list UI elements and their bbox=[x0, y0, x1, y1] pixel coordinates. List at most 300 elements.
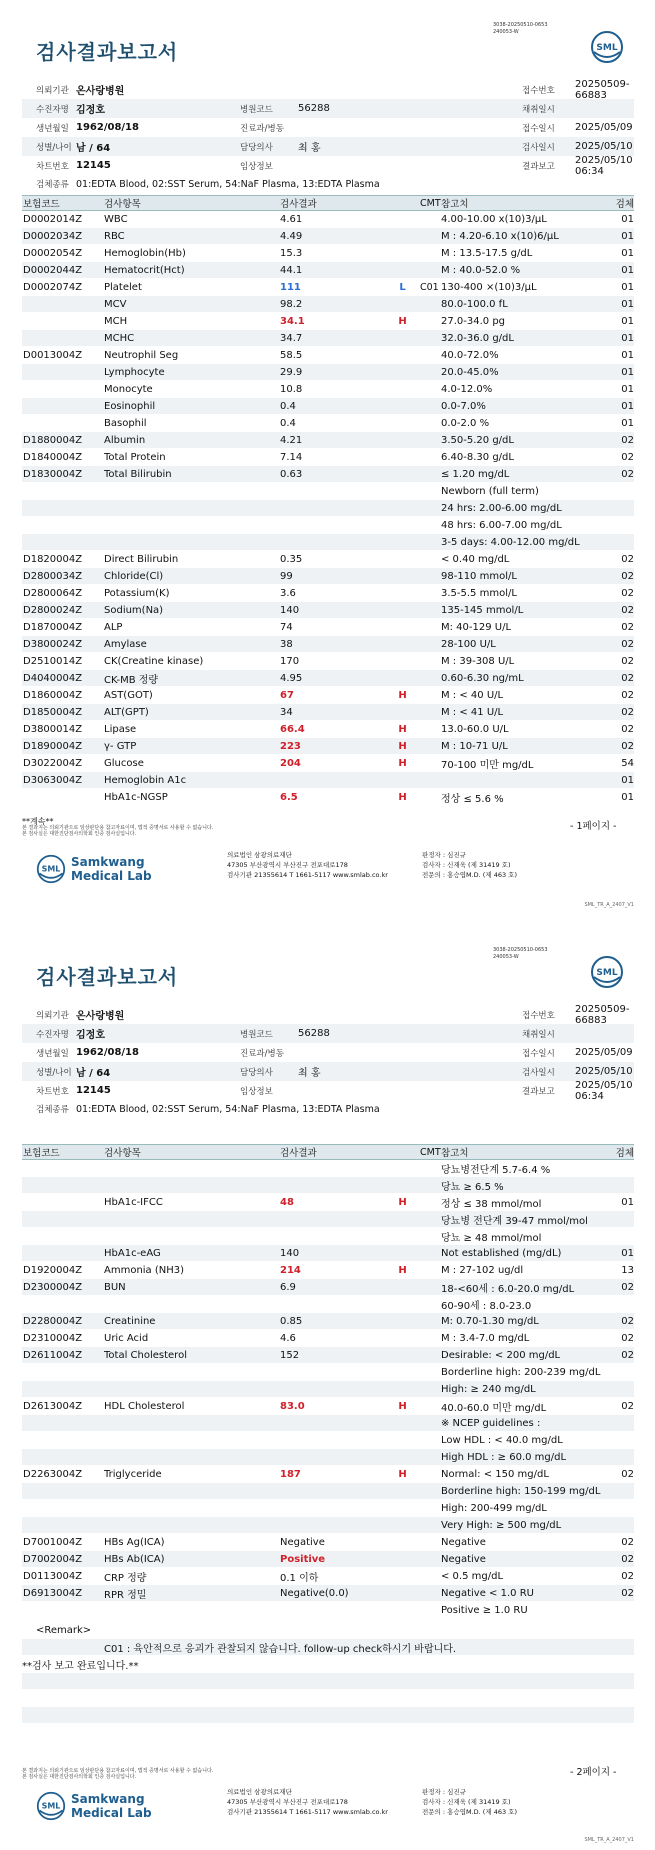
test-code: D0113004Z bbox=[23, 1570, 83, 1582]
test-code: D1830004Z bbox=[23, 468, 83, 480]
specimen-code: 02 bbox=[621, 723, 634, 735]
results-table-header: 보험코드 검사항목 검사결과 CMT 참고치 검체 bbox=[22, 195, 634, 211]
test-code: D1890004Z bbox=[23, 740, 83, 752]
brand-name: Samkwang Medical Lab bbox=[71, 1792, 152, 1820]
specimen-code: 02 bbox=[621, 706, 634, 718]
table-row bbox=[22, 1568, 634, 1585]
table-row bbox=[22, 1228, 634, 1245]
specimen-code: 02 bbox=[621, 604, 634, 616]
test-result: Positive bbox=[280, 1553, 326, 1565]
test-item: RBC bbox=[104, 230, 125, 242]
test-code: D0013004Z bbox=[23, 349, 83, 361]
test-item: Direct Bilirubin bbox=[104, 553, 179, 565]
result-flag: H bbox=[398, 315, 407, 327]
specimen-code: 02 bbox=[621, 672, 634, 684]
table-row bbox=[22, 1585, 634, 1602]
reference-range: 48 hrs: 6.00-7.00 mg/dL bbox=[441, 519, 562, 531]
reference-range: M : 27-102 ug/dl bbox=[441, 1264, 524, 1276]
specimen-code: 54 bbox=[621, 757, 634, 769]
test-item: Basophil bbox=[104, 417, 147, 429]
specimen-code: 01 bbox=[621, 791, 634, 803]
specimen-code: 01 bbox=[621, 281, 634, 293]
test-result: 38 bbox=[280, 638, 293, 650]
table-row bbox=[22, 466, 634, 483]
test-result: 34.1 bbox=[280, 315, 305, 327]
result-flag: L bbox=[399, 281, 406, 293]
specimen-code: 02 bbox=[621, 570, 634, 582]
reference-range: 0.0-2.0 % bbox=[441, 417, 490, 429]
reference-range: 98-110 mmol/L bbox=[441, 570, 517, 582]
test-item: HBs Ag(ICA) bbox=[104, 1536, 165, 1548]
test-result: 204 bbox=[280, 757, 301, 769]
test-code: D0002044Z bbox=[23, 264, 83, 276]
table-row bbox=[22, 1279, 634, 1296]
remark-label: <Remark> bbox=[36, 1624, 92, 1636]
table-row bbox=[22, 738, 634, 755]
test-code: D7002004Z bbox=[23, 1553, 83, 1565]
test-item: MCHC bbox=[104, 332, 135, 344]
patient-name: 김정호 bbox=[76, 1030, 105, 1041]
comment-code: C01 bbox=[420, 281, 439, 293]
reference-range: 정상 ≤ 38 mmol/mol bbox=[441, 1198, 542, 1210]
test-result: 7.14 bbox=[280, 451, 303, 463]
signatures: 판정자 : 심진규 검사자 : 신재욱 (제 31419 호) 전문의 : 홍승엽M.D. (제 463 호) bbox=[422, 851, 517, 879]
test-result: 58.5 bbox=[280, 349, 303, 361]
reference-range: Newborn (full term) bbox=[441, 485, 539, 497]
reference-range: < 0.5 mg/dL bbox=[441, 1570, 504, 1582]
requester: 온사랑병원 bbox=[76, 86, 125, 97]
receipt-no: 20250509-66883 bbox=[575, 78, 630, 101]
test-item: Hemoglobin(Hb) bbox=[104, 247, 186, 259]
test-item: γ- GTP bbox=[104, 740, 137, 752]
specimen-code: 02 bbox=[621, 1281, 634, 1293]
table-row bbox=[22, 483, 634, 500]
test-date: 2025/05/10 bbox=[575, 141, 633, 152]
table-row bbox=[22, 534, 634, 551]
test-code: D4040004Z bbox=[23, 672, 83, 684]
specimen-code: 02 bbox=[621, 655, 634, 667]
specimen-code: 01 bbox=[621, 264, 634, 276]
reference-range: Borderline high: 150-199 mg/dL bbox=[441, 1485, 601, 1497]
specimen-code: 01 bbox=[621, 774, 634, 786]
result-flag: H bbox=[398, 1196, 407, 1208]
test-result: 223 bbox=[280, 740, 301, 752]
chart-no: 12145 bbox=[76, 1085, 111, 1096]
reference-range: M : 10-71 U/L bbox=[441, 740, 508, 752]
table-row bbox=[22, 313, 634, 330]
receipt-date: 2025/05/09 bbox=[575, 122, 633, 133]
specimen-code: 01 bbox=[621, 332, 634, 344]
test-code: D2800034Z bbox=[23, 570, 83, 582]
footer bbox=[22, 850, 634, 910]
reference-range: High: ≥ 240 mg/dL bbox=[441, 1383, 536, 1395]
table-row bbox=[22, 432, 634, 449]
test-result: 6.9 bbox=[280, 1281, 296, 1293]
test-item: ALT(GPT) bbox=[104, 706, 149, 718]
table-row bbox=[22, 772, 634, 789]
table-row bbox=[22, 449, 634, 466]
specimen-code: 01 bbox=[621, 417, 634, 429]
reference-range: 40.0-60.0 미만 mg/dL bbox=[441, 1402, 547, 1414]
test-result: 140 bbox=[280, 1247, 300, 1259]
specimen-code: 01 bbox=[621, 213, 634, 225]
test-item: HbA1c-eAG bbox=[104, 1247, 161, 1259]
test-item: CRP 정량 bbox=[104, 1572, 147, 1584]
test-item: Lymphocyte bbox=[104, 366, 165, 378]
reference-range: 3.5-5.5 mmol/L bbox=[441, 587, 517, 599]
test-result: 4.21 bbox=[280, 434, 303, 446]
brand-name: Samkwang Medical Lab bbox=[71, 855, 152, 883]
reference-range: 40.0-72.0% bbox=[441, 349, 499, 361]
reference-range: Desirable: < 200 mg/dL bbox=[441, 1349, 561, 1361]
specimen-code: 02 bbox=[621, 553, 634, 565]
result-flag: H bbox=[398, 1400, 407, 1412]
results-table bbox=[22, 211, 634, 806]
test-result: 74 bbox=[280, 621, 293, 633]
test-item: WBC bbox=[104, 213, 128, 225]
specimen-code: 02 bbox=[621, 434, 634, 446]
test-code: D2300004Z bbox=[23, 1281, 83, 1293]
test-item: Neutrophil Seg bbox=[104, 349, 179, 361]
svg-text:SML: SML bbox=[41, 1801, 61, 1811]
reference-range: 0.60-6.30 ng/mL bbox=[441, 672, 524, 684]
test-result: 0.4 bbox=[280, 400, 296, 412]
test-item: Eosinophil bbox=[104, 400, 156, 412]
institution-info: 의료법인 삼광의료재단 47305 부산광역시 부산진구 전포대로178 검사기관 21355614 T 1661-5117 www.smlab.co.kr bbox=[227, 851, 388, 879]
test-code: D3063004Z bbox=[23, 774, 83, 786]
reference-range: Negative bbox=[441, 1536, 486, 1548]
test-code: D6913004Z bbox=[23, 1587, 83, 1599]
test-result: 0.4 bbox=[280, 417, 296, 429]
reference-range: 3-5 days: 4.00-12.00 mg/dL bbox=[441, 536, 580, 548]
reference-range: < 0.40 mg/dL bbox=[441, 553, 510, 565]
table-row bbox=[22, 1415, 634, 1432]
specimen-code: 02 bbox=[621, 1349, 634, 1361]
footer-notes: 본 결과지는 의뢰기관으로 임상판단용 참고자료이며, 법적 증명서로 사용할 수 없습니다. 본 검사실은 대한진단검사의학회 인증 검사실입니다. bbox=[22, 825, 214, 837]
test-item: Total Cholesterol bbox=[104, 1349, 187, 1361]
hospital-code: 56288 bbox=[298, 1028, 330, 1039]
table-row bbox=[22, 1194, 634, 1211]
reference-range: 당뇨병 전단계 39-47 mmol/mol bbox=[441, 1215, 588, 1227]
table-row bbox=[22, 568, 634, 585]
specimen-types: 01:EDTA Blood, 02:SST Serum, 54:NaF Plasma, 13:EDTA Plasma bbox=[76, 1103, 380, 1115]
test-result: 4.6 bbox=[280, 1332, 296, 1344]
specimen-code: 02 bbox=[621, 1400, 634, 1412]
table-row bbox=[22, 755, 634, 772]
sml-logo-icon bbox=[590, 30, 624, 64]
patient-info: 의뢰기관 온사랑병원 접수번호 20250509-66883 수진자명 김정호 병원코드 56288 채취일시 생년월일 1962/08/18 진료과/병동 접수일시 2025/05/09 성별/나이 남 / 64 담당의사 최 홍 검사일시 2025/05/10 차트번호 12145 임상정보 결과보고 2025/05/10 06:34 검체종류 01:EDTA Blood, 02:SST Serum, 54:NaF Plasma, 13:EDTA Plasma bbox=[22, 80, 634, 193]
test-result: 140 bbox=[280, 604, 300, 616]
test-result: 170 bbox=[280, 655, 300, 667]
specimen-code: 02 bbox=[621, 1587, 634, 1599]
specimen-code: 02 bbox=[621, 1315, 634, 1327]
specimen-code: 01 bbox=[621, 400, 634, 412]
reference-range: High HDL : ≥ 60.0 mg/dL bbox=[441, 1451, 567, 1463]
result-flag: H bbox=[398, 757, 407, 769]
test-result: 44.1 bbox=[280, 264, 303, 276]
specimen-code: 02 bbox=[621, 1553, 634, 1565]
test-result: 0.63 bbox=[280, 468, 303, 480]
receipt-date: 2025/05/09 bbox=[575, 1047, 633, 1058]
test-item: Glucose bbox=[104, 757, 144, 769]
test-result: 214 bbox=[280, 1264, 301, 1276]
test-code: D0002074Z bbox=[23, 281, 83, 293]
test-result: 83.0 bbox=[280, 1400, 305, 1412]
table-row bbox=[22, 330, 634, 347]
table-row bbox=[22, 1381, 634, 1398]
table-row bbox=[22, 1262, 634, 1279]
test-item: RPR 정밀 bbox=[104, 1589, 147, 1601]
test-result: 152 bbox=[280, 1349, 300, 1361]
test-item: Lipase bbox=[104, 723, 137, 735]
test-result: 3.6 bbox=[280, 587, 296, 599]
page-number: - 2페이지 - bbox=[570, 1767, 617, 1778]
test-item: HbA1c-NGSP bbox=[104, 791, 168, 803]
institution-info: 의료법인 삼광의료재단 47305 부산광역시 부산진구 전포대로178 검사기관 21355614 T 1661-5117 www.smlab.co.kr bbox=[227, 1788, 388, 1816]
reference-range: ≤ 1.20 mg/dL bbox=[441, 468, 510, 480]
reference-range: M: 40-129 U/L bbox=[441, 621, 512, 633]
table-row bbox=[22, 398, 634, 415]
specimen-code: 02 bbox=[621, 1570, 634, 1582]
specimen-code: 01 bbox=[621, 1247, 634, 1259]
test-code: D1820004Z bbox=[23, 553, 83, 565]
reference-range: High: 200-499 mg/dL bbox=[441, 1502, 547, 1514]
specimen-code: 02 bbox=[621, 1468, 634, 1480]
table-row bbox=[22, 1500, 634, 1517]
test-item: Total Bilirubin bbox=[104, 468, 172, 480]
specimen-code: 02 bbox=[621, 740, 634, 752]
test-item: MCV bbox=[104, 298, 127, 310]
table-row bbox=[22, 245, 634, 262]
test-result: 34.7 bbox=[280, 332, 303, 344]
test-result: Negative(0.0) bbox=[280, 1587, 349, 1599]
reference-range: M : 39-308 U/L bbox=[441, 655, 515, 667]
specimen-code: 13 bbox=[621, 1264, 634, 1276]
test-item: Hemoglobin A1c bbox=[104, 774, 187, 786]
results-table-header: 보험코드 검사항목 검사결과 CMT 참고치 검체 bbox=[22, 1144, 634, 1160]
reference-range: 32.0-36.0 g/dL bbox=[441, 332, 514, 344]
specimen-code: 01 bbox=[621, 349, 634, 361]
sml-logo-icon bbox=[36, 854, 66, 884]
form-code: SML_TR_A_2407_V1 bbox=[584, 1837, 634, 1843]
table-row bbox=[22, 1602, 634, 1619]
table-row bbox=[22, 262, 634, 279]
specimen-code: 02 bbox=[621, 587, 634, 599]
test-code: D3800024Z bbox=[23, 638, 83, 650]
reference-range: 3.50-5.20 g/dL bbox=[441, 434, 514, 446]
test-code: D2800024Z bbox=[23, 604, 83, 616]
test-code: D1840004Z bbox=[23, 451, 83, 463]
reference-range: 80.0-100.0 fL bbox=[441, 298, 508, 310]
table-row bbox=[22, 1466, 634, 1483]
svg-text:SML: SML bbox=[596, 968, 618, 978]
report-title: 검사결과보고서 bbox=[36, 965, 179, 989]
reference-range: 4.0-12.0% bbox=[441, 383, 493, 395]
doctor: 최 홍 bbox=[298, 1068, 321, 1079]
test-code: D3800014Z bbox=[23, 723, 83, 735]
reference-range: 130-400 ×(10)3/μL bbox=[441, 281, 537, 293]
reference-range: M : < 40 U/L bbox=[441, 689, 504, 701]
reference-range: Not established (mg/dL) bbox=[441, 1247, 562, 1259]
page-number: - 1페이지 - bbox=[570, 821, 617, 832]
test-code: D2510014Z bbox=[23, 655, 83, 667]
table-row bbox=[22, 602, 634, 619]
test-code: D3022004Z bbox=[23, 757, 83, 769]
table-row bbox=[22, 1432, 634, 1449]
test-item: Platelet bbox=[104, 281, 142, 293]
table-row bbox=[22, 1483, 634, 1500]
specimen-code: 01 bbox=[621, 298, 634, 310]
reference-range: 18-<60세 : 6.0-20.0 mg/dL bbox=[441, 1283, 575, 1295]
doctor: 최 홍 bbox=[298, 143, 321, 154]
test-result: 10.8 bbox=[280, 383, 303, 395]
test-result: 111 bbox=[280, 281, 301, 293]
reference-range: M : 13.5-17.5 g/dL bbox=[441, 247, 533, 259]
reference-range: Normal: < 150 mg/dL bbox=[441, 1468, 549, 1480]
reference-range: Borderline high: 200-239 mg/dL bbox=[441, 1366, 601, 1378]
test-item: Ammonia (NH3) bbox=[104, 1264, 185, 1276]
table-row bbox=[22, 1398, 634, 1415]
test-item: HBs Ab(ICA) bbox=[104, 1553, 165, 1565]
test-code: D0002034Z bbox=[23, 230, 83, 242]
test-item: Potassium(K) bbox=[104, 587, 170, 599]
sml-logo-icon bbox=[590, 955, 624, 989]
table-row bbox=[22, 789, 634, 806]
reference-range: Negative < 1.0 RU bbox=[441, 1587, 534, 1599]
test-item: CK(Creatine kinase) bbox=[104, 655, 204, 667]
hospital-code: 56288 bbox=[298, 103, 330, 114]
remark-section bbox=[22, 1622, 634, 1741]
document-code: 3038-20250510-0653 240053-W bbox=[493, 947, 548, 960]
sex-age: 남 / 64 bbox=[76, 1068, 111, 1079]
test-code: D1880004Z bbox=[23, 434, 83, 446]
table-row bbox=[22, 364, 634, 381]
table-row bbox=[22, 1245, 634, 1262]
test-item: HDL Cholesterol bbox=[104, 1400, 185, 1412]
reference-range: Negative bbox=[441, 1553, 486, 1565]
result-flag: H bbox=[398, 791, 407, 803]
test-code: D1850004Z bbox=[23, 706, 83, 718]
reference-range: 27.0-34.0 pg bbox=[441, 315, 506, 327]
specimen-code: 02 bbox=[621, 451, 634, 463]
test-date: 2025/05/10 bbox=[575, 1066, 633, 1077]
test-code: D1860004Z bbox=[23, 689, 83, 701]
test-result: 4.61 bbox=[280, 213, 303, 225]
test-code: D2263004Z bbox=[23, 1468, 83, 1480]
table-row bbox=[22, 687, 634, 704]
test-item: Amylase bbox=[104, 638, 147, 650]
specimen-code: 02 bbox=[621, 1536, 634, 1548]
test-item: Creatinine bbox=[104, 1315, 156, 1327]
test-item: Sodium(Na) bbox=[104, 604, 164, 616]
specimen-code: 02 bbox=[621, 468, 634, 480]
continue-mark: **계속** bbox=[22, 817, 54, 826]
test-item: Monocyte bbox=[104, 383, 153, 395]
table-row bbox=[22, 636, 634, 653]
patient-info: 의뢰기관 온사랑병원 접수번호 20250509-66883 수진자명 김정호 병원코드 56288 채취일시 생년월일 1962/08/18 진료과/병동 접수일시 2025/05/09 성별/나이 남 / 64 담당의사 최 홍 검사일시 2025/05/10 차트번호 12145 임상정보 결과보고 2025/05/10 06:34 검체종류 01:EDTA Blood, 02:SST Serum, 54:NaF Plasma, 13:EDTA Plasma bbox=[22, 1005, 634, 1118]
reference-range: ※ NCEP guidelines : bbox=[441, 1417, 541, 1429]
reference-range: 당뇨 ≥ 6.5 % bbox=[441, 1181, 504, 1193]
birth-date: 1962/08/18 bbox=[76, 1047, 139, 1058]
test-item: MCH bbox=[104, 315, 128, 327]
reference-range: 60-90세 : 8.0-23.0 bbox=[441, 1300, 532, 1312]
test-item: HbA1c-IFCC bbox=[104, 1196, 163, 1208]
result-flag: H bbox=[398, 723, 407, 735]
table-row bbox=[22, 721, 634, 738]
result-flag: H bbox=[398, 740, 407, 752]
reference-range: 6.40-8.30 g/dL bbox=[441, 451, 514, 463]
test-result: Negative bbox=[280, 1536, 325, 1548]
reference-range: 70-100 미만 mg/dL bbox=[441, 759, 534, 771]
test-code: D0002054Z bbox=[23, 247, 83, 259]
document-code: 3038-20250510-0653 240053-W bbox=[493, 22, 548, 35]
test-code: D0002014Z bbox=[23, 213, 83, 225]
specimen-code: 01 bbox=[621, 1196, 634, 1208]
result-flag: H bbox=[398, 689, 407, 701]
table-row bbox=[22, 1517, 634, 1534]
test-code: D2613004Z bbox=[23, 1400, 83, 1412]
test-result: 6.5 bbox=[280, 791, 298, 803]
specimen-types: 01:EDTA Blood, 02:SST Serum, 54:NaF Plasma, 13:EDTA Plasma bbox=[76, 178, 380, 190]
test-result: 0.85 bbox=[280, 1315, 303, 1327]
test-result: 4.49 bbox=[280, 230, 303, 242]
reference-range: Very High: ≥ 500 mg/dL bbox=[441, 1519, 562, 1531]
test-item: BUN bbox=[104, 1281, 126, 1293]
table-row bbox=[22, 619, 634, 636]
test-result: 15.3 bbox=[280, 247, 303, 259]
test-code: D1870004Z bbox=[23, 621, 83, 633]
table-row bbox=[22, 1211, 634, 1228]
form-code: SML_TR_A_2407_V1 bbox=[584, 902, 634, 908]
reference-range: M : 4.20-6.10 x(10)6/μL bbox=[441, 230, 559, 242]
remark-text: C01 : 육안적으로 응괴가 관찰되지 않습니다. follow-up check하시기 바랍니다. bbox=[104, 1643, 457, 1655]
footer bbox=[22, 1787, 634, 1847]
test-result: 29.9 bbox=[280, 366, 303, 378]
table-row bbox=[22, 1330, 634, 1347]
table-row bbox=[22, 1177, 634, 1194]
report-page-2 bbox=[0, 925, 655, 1850]
chart-no: 12145 bbox=[76, 160, 111, 171]
result-flag: H bbox=[398, 1468, 407, 1480]
sex-age: 남 / 64 bbox=[76, 143, 111, 154]
footer-notes: 본 결과지는 의뢰기관으로 임상판단용 참고자료이며, 법적 증명서로 사용할 수 없습니다. 본 검사실은 대한진단검사의학회 인증 검사실입니다. bbox=[22, 1768, 214, 1780]
test-result: 4.95 bbox=[280, 672, 303, 684]
reference-range: M : 3.4-7.0 mg/dL bbox=[441, 1332, 530, 1344]
test-code: D2280004Z bbox=[23, 1315, 83, 1327]
reference-range: 당뇨병전단계 5.7-6.4 % bbox=[441, 1164, 551, 1176]
test-item: Chloride(Cl) bbox=[104, 570, 164, 582]
test-item: Albumin bbox=[104, 434, 146, 446]
svg-text:SML: SML bbox=[41, 864, 61, 874]
sml-logo-icon bbox=[36, 1791, 66, 1821]
test-result: 34 bbox=[280, 706, 293, 718]
reference-range: 20.0-45.0% bbox=[441, 366, 499, 378]
report-date: 2025/05/10 06:34 bbox=[575, 1079, 633, 1102]
test-result: 187 bbox=[280, 1468, 301, 1480]
test-code: D1920004Z bbox=[23, 1264, 83, 1276]
test-item: Total Protein bbox=[104, 451, 166, 463]
test-code: D2310004Z bbox=[23, 1332, 83, 1344]
reference-range: 24 hrs: 2.00-6.00 mg/dL bbox=[441, 502, 562, 514]
svg-text:SML: SML bbox=[596, 43, 618, 53]
table-row bbox=[22, 670, 634, 687]
table-row bbox=[22, 500, 634, 517]
test-result: 0.1 이하 bbox=[280, 1572, 319, 1584]
reference-range: Positive ≥ 1.0 RU bbox=[441, 1604, 528, 1616]
table-row bbox=[22, 1449, 634, 1466]
reference-range: M : 40.0-52.0 % bbox=[441, 264, 521, 276]
requester: 온사랑병원 bbox=[76, 1011, 125, 1022]
